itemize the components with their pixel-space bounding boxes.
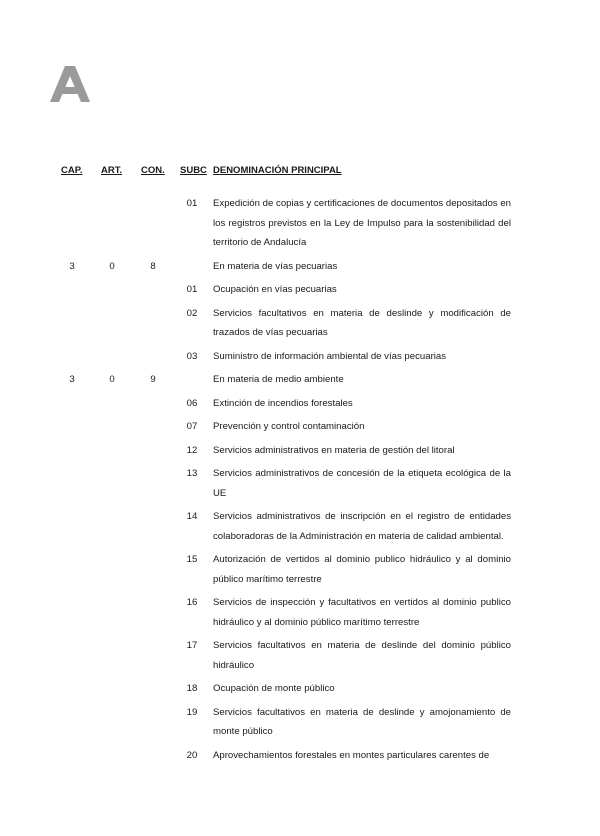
denominacion-cell: Servicios administrativos de concesión de la etiqueta ecológica de la UE	[213, 468, 511, 499]
denominacion-cell: Prevención y control contaminación	[213, 421, 365, 432]
junta-andalucia-logo-icon	[50, 66, 90, 102]
header-art: ART.	[101, 165, 123, 176]
subc-cell: 13	[186, 468, 198, 479]
subc-cell: 06	[186, 397, 198, 409]
subc-cell: 16	[186, 597, 198, 608]
table-row	[0, 550, 600, 593]
table-row	[0, 347, 600, 371]
denominacion-cell: Extinción de incendios forestales	[213, 397, 353, 409]
subc-cell: 12	[186, 444, 198, 456]
header-con: CON.	[141, 165, 165, 176]
denominacion-cell: En materia de vías pecuarias	[213, 260, 338, 272]
cap-cell: 3	[69, 374, 75, 385]
header-denominacion: DENOMINACIÓN PRINCIPAL	[213, 165, 342, 176]
denominacion-cell: Servicios administrativos de inscripción en el registro de entidades colaboradoras de la Administración en materia de calidad ambiental.	[213, 511, 511, 542]
subc-cell: 01	[186, 198, 198, 209]
header-subc: SUBC	[180, 165, 207, 176]
cap-cell: 3	[69, 260, 75, 272]
con-cell: 8	[150, 260, 156, 272]
denominacion-cell: Expedición de copias y certificaciones de documentos depositados en los registros previstos en la Ley de Impulso para la sostenibilidad del territorio de Andalucía	[213, 198, 511, 248]
denominacion-cell: Servicios administrativos en materia de gestión del litoral	[213, 444, 455, 456]
table-row	[0, 304, 600, 347]
denominacion-cell: Servicios facultativos en materia de deslinde y modificación de trazados de vías pecuarias	[213, 307, 511, 338]
table-row	[0, 593, 600, 636]
subc-cell: 14	[186, 511, 198, 522]
denominacion-cell: Servicios de inspección y facultativos en vertidos al dominio publico hidráulico y al dominio público marítimo terrestre	[213, 597, 511, 628]
table-body	[0, 194, 600, 769]
table-row	[0, 280, 600, 304]
subc-cell: 19	[186, 706, 198, 718]
denominacion-cell: Servicios facultativos en materia de deslinde del dominio público hidráulico	[213, 640, 511, 671]
art-cell: 0	[109, 260, 115, 272]
subc-cell: 02	[186, 307, 198, 319]
table-row	[0, 394, 600, 418]
denominacion-cell: Autorización de vertidos al dominio publico hidráulico y al dominio público marítimo terrestre	[213, 554, 511, 585]
table-row	[0, 679, 600, 703]
con-cell: 9	[150, 374, 156, 385]
table-row	[0, 746, 600, 770]
table-row	[0, 370, 600, 394]
denominacion-cell: Servicios facultativos en materia de deslinde y amojonamiento de monte público	[213, 706, 511, 737]
logo-graphic	[50, 66, 90, 102]
subc-cell: 20	[186, 749, 198, 761]
subc-cell: 03	[186, 350, 198, 362]
denominacion-cell: Ocupación de monte público	[213, 683, 335, 694]
subc-cell: 15	[186, 554, 198, 565]
subc-cell: 18	[186, 683, 198, 694]
denominacion-cell: Ocupación en vías pecuarias	[213, 284, 337, 295]
denominacion-cell: Suministro de información ambiental de vías pecuarias	[213, 350, 447, 362]
subc-cell: 17	[186, 640, 198, 651]
header-cap: CAP.	[61, 165, 83, 176]
table-row	[0, 417, 600, 441]
table-row	[0, 703, 600, 746]
table-row	[0, 441, 600, 465]
table-row	[0, 257, 600, 281]
art-cell: 0	[109, 374, 115, 385]
table-row	[0, 507, 600, 550]
table-header	[0, 165, 600, 181]
subc-cell: 07	[186, 421, 198, 432]
denominacion-cell: En materia de medio ambiente	[213, 374, 344, 385]
table-row	[0, 636, 600, 679]
table-row	[0, 194, 600, 257]
subc-cell: 01	[186, 284, 198, 295]
denominacion-cell: Aprovechamientos forestales en montes particulares carentes de	[213, 749, 490, 761]
table-row	[0, 464, 600, 507]
